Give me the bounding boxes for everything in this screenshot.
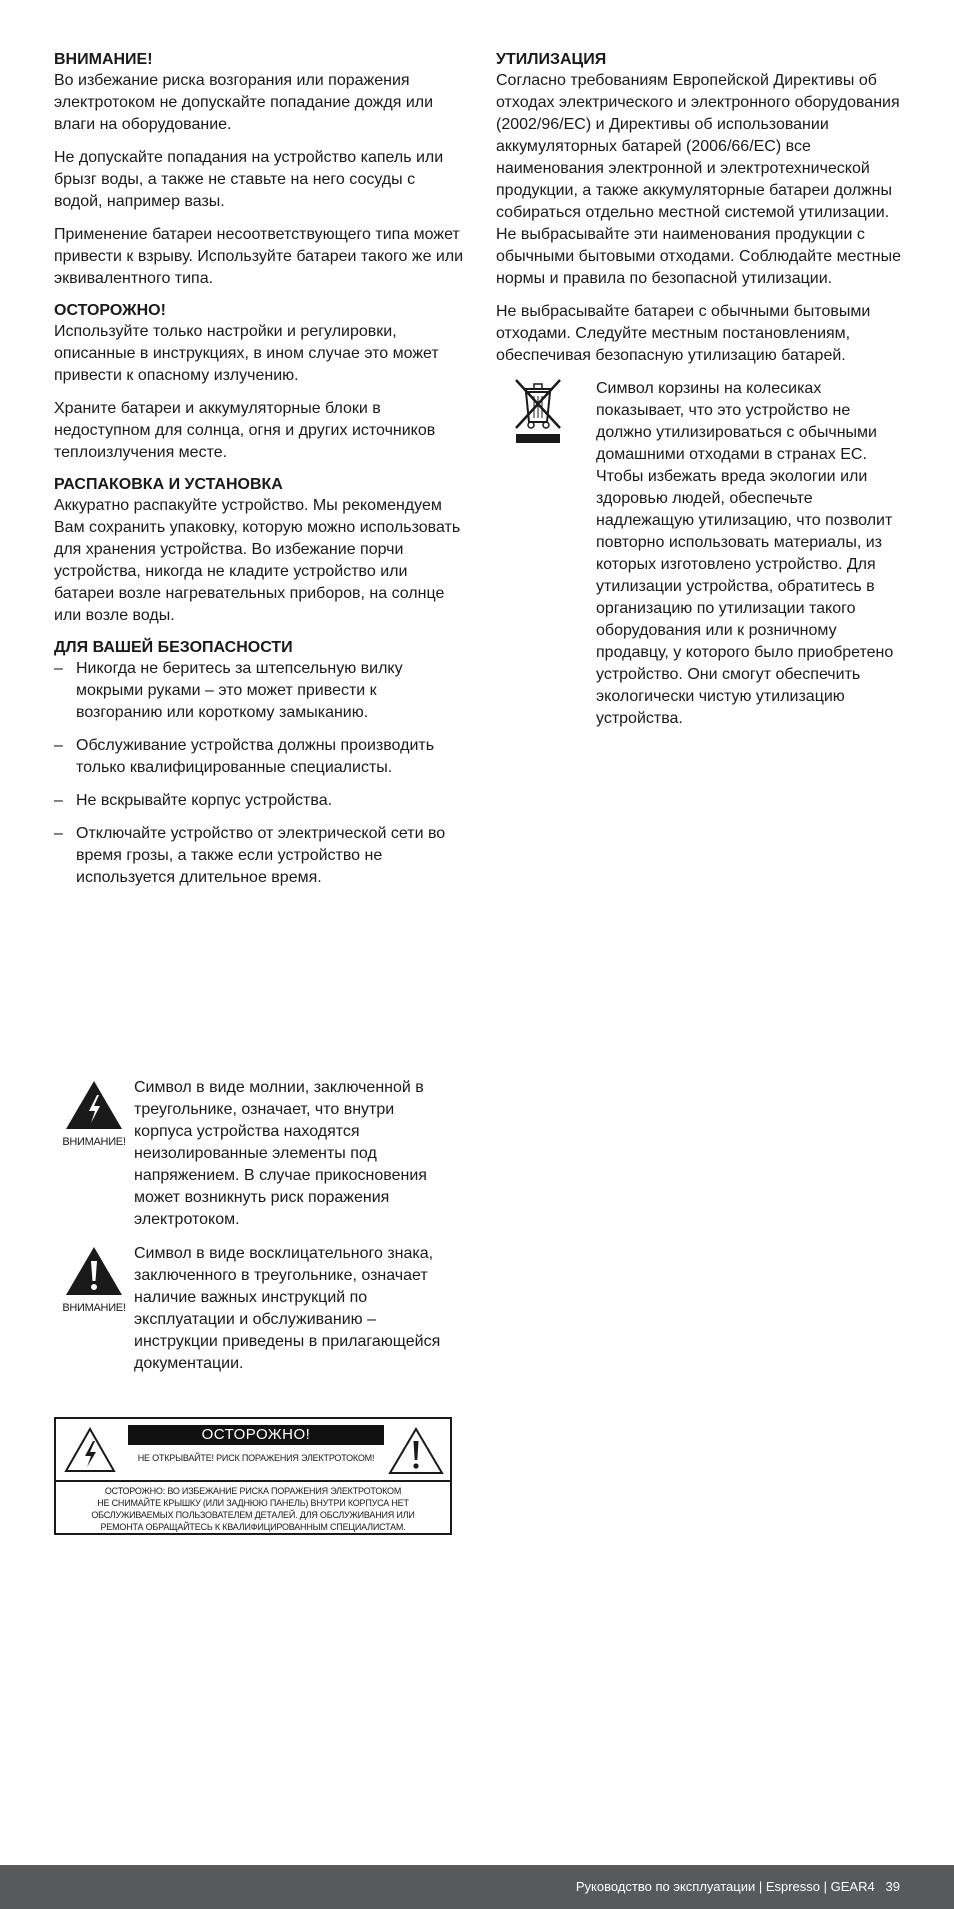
crossed-bin-icon bbox=[506, 378, 570, 449]
disposal-section bbox=[496, 50, 906, 730]
exclamation-label: ВНИМАНИЕ! bbox=[62, 1302, 126, 1314]
warning-box-header bbox=[56, 1419, 450, 1479]
warning-section bbox=[54, 50, 464, 290]
warning-box-subtitle: НЕ ОТКРЫВАЙТЕ! РИСК ПОРАЖЕНИЯ ЭЛЕКТРОТОКОМ! bbox=[137, 1453, 375, 1463]
exclamation-symbol-text: Символ в виде восклицательного знака, заключенного в треугольнике, означает наличие важных инструкций по эксплуатации и обслуживанию – инструкции приведены в прилагающейся документации. bbox=[134, 1245, 441, 1372]
lightning-symbol-text: Символ в виде молнии, заключенной в треугольнике, означает, что внутри корпуса устройства находятся неизолированные элементы под напряжением. В случае прикосновения может возникнуть риск поражения электротоком. bbox=[134, 1079, 427, 1228]
disposal-title: УТИЛИЗАЦИЯ bbox=[496, 51, 607, 68]
warning-title: ВНИМАНИЕ! bbox=[54, 51, 153, 68]
warning-box-line: НЕ СНИМАЙТЕ КРЫШКУ (ИЛИ ЗАДНЮЮ ПАНЕЛЬ) ВНУТРИ КОРПУСА НЕТ bbox=[97, 1498, 409, 1508]
unpacking-section bbox=[54, 475, 464, 627]
bin-symbol-row bbox=[496, 378, 906, 730]
bin-symbol-text: Символ корзины на колесиках показывает, что это устройство не должно утилизироваться с обычными домашними отходами в странах ЕС. Чтобы избежать вреда экологии или здоровью людей, обеспечьте надлежащую утилизацию, что позволит повторно использовать материалы, из которых изготовлено устройство. Для утилизации устройства, обратитесь в организацию по утилизации такого оборудования или к розничному продавцу, у которого было приобретено устройство. Они смогут обеспечить экологически чистую утилизацию устройства. bbox=[596, 380, 894, 727]
safety-title: ДЛЯ ВАШЕЙ БЕЗОПАСНОСТИ bbox=[54, 639, 293, 656]
left-column bbox=[54, 50, 464, 900]
unpacking-paragraph: Аккуратно распакуйте устройство. Мы рекомендуем Вам сохранить упаковку, которую можно использовать для хранения устройства. Во избежание порчи устройства, никогда не кладите устройство или батареи возле нагревательных приборов, на солнце или возле воды. bbox=[54, 497, 461, 624]
lightning-triangle-icon bbox=[64, 1427, 116, 1473]
safety-list bbox=[54, 658, 464, 889]
disposal-paragraph: Не выбрасывайте батареи с обычными бытовыми отходами. Следуйте местным постановлениям, обеспечивая безопасную утилизацию батарей. bbox=[496, 303, 871, 364]
list-item: – Отключайте устройство от электрической сети во время грозы, а также если устройство не используется длительное время. bbox=[54, 823, 464, 889]
unpacking-title: РАСПАКОВКА И УСТАНОВКА bbox=[54, 476, 283, 493]
safety-section bbox=[54, 638, 464, 889]
caution-paragraph: Храните батареи и аккумуляторные блоки в недоступном для солнца, огня и других источников теплоизлучения месте. bbox=[54, 400, 436, 461]
lightning-triangle-icon bbox=[54, 1077, 134, 1148]
warning-paragraph: Применение батареи несоответствующего типа может привести к взрыву. Используйте батареи такого же или эквивалентного типа. bbox=[54, 226, 464, 287]
caution-paragraph: Используйте только настройки и регулировки, описанные в инструкциях, в ином случае это может привести к опасному излучению. bbox=[54, 323, 439, 384]
lightning-symbol-row bbox=[54, 1077, 474, 1231]
exclamation-triangle-icon bbox=[54, 1243, 134, 1314]
footer-text bbox=[576, 1877, 900, 1897]
lightning-label: ВНИМАНИЕ! bbox=[62, 1136, 126, 1148]
page-number: 39 bbox=[885, 1879, 900, 1894]
disposal-paragraph: Согласно требованиям Европейской Директивы об отходах электрического и электронного оборудования (2002/96/EC) и Директивы об использовании аккумуляторных батарей (2006/66/EC) все наименования электронной и электротехнической продукции, а также аккумуляторные батареи должны собираться отдельно местной системой утилизации. Не выбрасывайте эти наименования продукции с обычными бытовыми отходами. Соблюдайте местные нормы и правила по безопасной утилизации. bbox=[496, 72, 902, 287]
caution-title: ОСТОРОЖНО! bbox=[54, 302, 166, 319]
warning-box-line: ОСТОРОЖНО: ВО ИЗБЕЖАНИЕ РИСКА ПОРАЖЕНИЯ ЭЛЕКТРОТОКОМ bbox=[104, 1486, 402, 1496]
warning-box-line: ОБСЛУЖИВАЕМЫХ ПОЛЬЗОВАТЕЛЕМ ДЕТАЛЕЙ. ДЛЯ ОБСЛУЖИВАНИЯ ИЛИ bbox=[91, 1510, 415, 1520]
footer-title: Руководство по эксплуатации | Espresso | GEAR4 bbox=[575, 1879, 875, 1894]
page-footer bbox=[0, 1865, 954, 1909]
caution-section bbox=[54, 301, 464, 464]
caution-warning-box bbox=[54, 1417, 452, 1535]
exclamation-triangle-icon bbox=[388, 1427, 444, 1475]
divider bbox=[56, 1480, 450, 1482]
warning-box-title: ОСТОРОЖНО! bbox=[128, 1425, 384, 1445]
warning-paragraph: Во избежание риска возгорания или поражения электротоком не допускайте попадание дождя или влаги на оборудование. bbox=[54, 72, 434, 133]
right-column bbox=[496, 50, 906, 730]
warning-box-body bbox=[62, 1485, 444, 1533]
list-item: – Не вскрывайте корпус устройства. bbox=[54, 790, 464, 812]
list-item: – Никогда не беритесь за штепсельную вилку мокрыми руками – это может привести к возгоранию или короткому замыканию. bbox=[54, 658, 464, 724]
warning-box-line: РЕМОНТА ОБРАЩАЙТЕСЬ К КВАЛИФИЦИРОВАННЫМ СПЕЦИАЛИСТАМ. bbox=[100, 1522, 406, 1532]
exclamation-symbol-row bbox=[54, 1243, 474, 1375]
warning-paragraph: Не допускайте попадания на устройство капель или брызг воды, а также не ставьте на него сосуды с водой, например вазы. bbox=[54, 149, 444, 210]
list-item: – Обслуживание устройства должны производить только квалифицированные специалисты. bbox=[54, 735, 464, 779]
